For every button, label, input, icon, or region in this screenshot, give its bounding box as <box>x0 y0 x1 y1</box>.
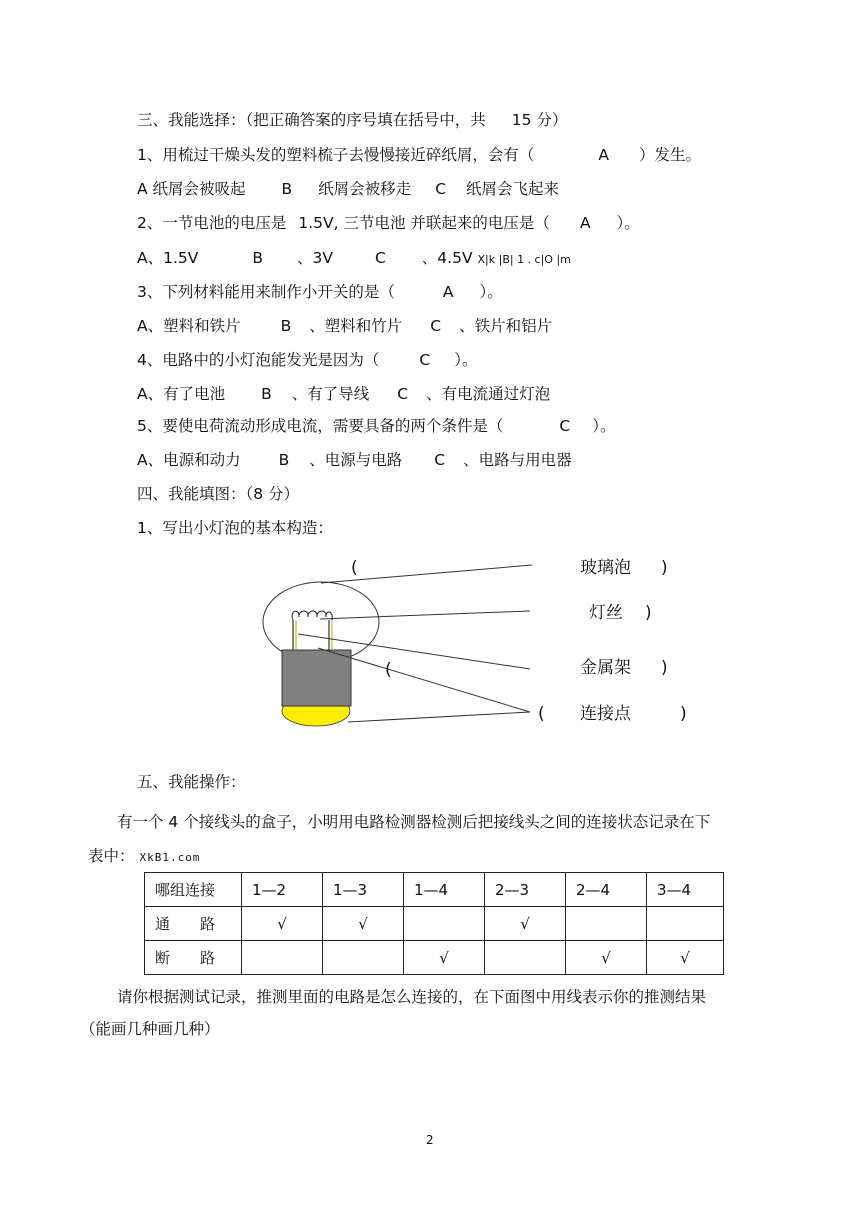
q2-question: 2、一节电池的电压是 1.5V, 三节电池 并联起来的电压是（ A ）。 <box>137 214 640 232</box>
section3-title: 三、我能选择：（把正确答案的序号填在括号中，共 15 分） <box>137 111 568 129</box>
metal-base-shape <box>282 650 351 706</box>
table-header-cell: 2—3 <box>485 873 566 907</box>
table-header-row <box>145 873 724 907</box>
page-number: 2 <box>426 1133 434 1147</box>
glass-label: 玻璃泡 <box>580 558 631 578</box>
table-cell: √ <box>566 941 647 975</box>
frame-close-paren: ) <box>661 658 668 678</box>
glass-close-paren: ) <box>661 558 668 578</box>
q1-question: 1、用梳过干燥头发的塑料梳子去慢慢接近碎纸屑，会有（ A ）发生。 <box>137 146 701 164</box>
table-cell <box>242 941 323 975</box>
q4-answer: C <box>419 351 431 369</box>
watermark-text: X|k |B| 1 . c|O |m <box>477 253 571 266</box>
table-cell: √ <box>323 907 404 941</box>
q3-answer: A <box>442 283 454 301</box>
table-header-cell: 2—4 <box>566 873 647 907</box>
table-cell: √ <box>242 907 323 941</box>
sec5-paragraph-line2: 表中： XkB1.com <box>88 847 201 865</box>
q5-options: A、电源和动力 B 、电源与电路 C 、电路与用电器 <box>137 451 572 469</box>
table-row <box>145 907 724 941</box>
q1-answer: A <box>598 146 609 164</box>
contact-open-paren: ( <box>538 704 545 724</box>
sec5-paragraph-line3: 请你根据测试记录，推测里面的电路是怎么连接的，在下面图中用线表示你的推测结果 <box>117 988 707 1006</box>
table-cell <box>323 941 404 975</box>
q3-question: 3、下列材料能用来制作小开关的是（ A ）。 <box>137 283 503 301</box>
glass-open-paren: ( <box>351 558 358 578</box>
table-cell <box>566 907 647 941</box>
section5-title: 五、我能操作： <box>137 773 246 791</box>
frame-label: 金属架 <box>580 658 631 678</box>
table-header-cell: 哪组连接 <box>145 873 242 907</box>
frame-open-paren: ( <box>385 660 392 680</box>
connection-table <box>144 872 724 975</box>
table-cell: √ <box>404 941 485 975</box>
q2-options: A、1.5V B 、3V C 、4.5V X|k |B| 1 . c|O |m <box>137 249 571 267</box>
contact-label: 连接点 <box>580 704 631 724</box>
row-label: 通 路 <box>145 907 242 941</box>
filament-label: 灯丝 <box>589 603 623 623</box>
table-cell: √ <box>647 941 724 975</box>
q3-options: A、塑料和铁片 B 、塑料和竹片 C 、铁片和铝片 <box>137 317 553 335</box>
table-cell <box>485 941 566 975</box>
q4-question: 4、电路中的小灯泡能发光是因为（ C ）。 <box>137 351 478 369</box>
q1-options: A 纸屑会被吸起 B 纸屑会被移走 C 纸屑会飞起来 <box>137 180 560 198</box>
row-label: 断 路 <box>145 941 242 975</box>
table-cell <box>404 907 485 941</box>
table-header-cell: 1—2 <box>242 873 323 907</box>
table-cell: √ <box>485 907 566 941</box>
sec5-paragraph-line1: 有一个 4 个接线头的盒子，小明用电路检测器检测后把接线头之间的连接状态记录在下 <box>117 813 711 831</box>
watermark-text-2: XkB1.com <box>139 851 201 864</box>
q5-question: 5、要使电荷流动形成电流，需要具备的两个条件是（ C ）。 <box>137 417 616 435</box>
bulb-question: 1、写出小灯泡的基本构造： <box>137 519 333 537</box>
table-cell <box>647 907 724 941</box>
q5-answer: C <box>559 417 571 435</box>
sec5-paragraph-line4: （能画几种画几种） <box>80 1020 220 1038</box>
q4-options: A、有了电池 B 、有了导线 C 、有电流通过灯泡 <box>137 385 551 403</box>
q2-answer: A <box>579 214 591 232</box>
table-header-cell: 1—4 <box>404 873 485 907</box>
table-header-cell: 3—4 <box>647 873 724 907</box>
table-header-cell: 1—3 <box>323 873 404 907</box>
table-row <box>145 941 724 975</box>
contact-close-paren: ) <box>680 704 687 724</box>
section4-title: 四、我能填图：（8 分） <box>137 485 300 503</box>
filament-close-paren: ) <box>645 603 652 623</box>
